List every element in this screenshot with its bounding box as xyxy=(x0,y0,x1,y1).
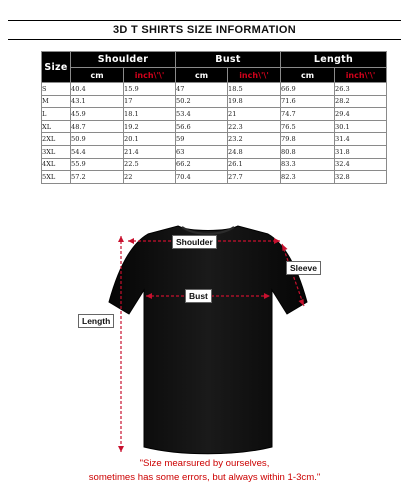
value-cell: 28.2 xyxy=(335,95,387,108)
measurement-note-line-1: "Size mearsured by ourselves, xyxy=(139,458,270,469)
value-cell: 63 xyxy=(176,145,228,158)
value-cell: 17 xyxy=(124,95,176,108)
value-cell: 70.4 xyxy=(176,171,228,184)
value-cell: 82.3 xyxy=(281,171,335,184)
value-cell: 19.8 xyxy=(228,95,281,108)
value-cell: 32.4 xyxy=(335,158,387,171)
tshirt-body xyxy=(109,226,307,454)
measurement-note-line-2: sometimes has some errors, but always within 1-3cm." xyxy=(88,472,321,483)
value-cell: 31.4 xyxy=(335,133,387,146)
value-cell: 66.2 xyxy=(176,158,228,171)
value-cell: 24.8 xyxy=(228,145,281,158)
value-cell: 74.7 xyxy=(281,108,335,121)
value-cell: 79.8 xyxy=(281,133,335,146)
value-cell: 22.5 xyxy=(124,158,176,171)
length-label: Length xyxy=(78,314,114,328)
value-cell: 57.2 xyxy=(71,171,124,184)
value-cell: 48.7 xyxy=(71,120,124,133)
size-cell: S xyxy=(42,83,71,96)
value-cell: 43.1 xyxy=(71,95,124,108)
value-cell: 20.1 xyxy=(124,133,176,146)
size-cell: 5XL xyxy=(42,171,71,184)
value-cell: 66.9 xyxy=(281,83,335,96)
value-cell: 19.2 xyxy=(124,120,176,133)
value-cell: 26.3 xyxy=(335,83,387,96)
value-cell: 76.5 xyxy=(281,120,335,133)
bust-cm-header: cm xyxy=(176,68,228,83)
bust-label: Bust xyxy=(185,289,212,303)
value-cell: 56.6 xyxy=(176,120,228,133)
value-cell: 18.5 xyxy=(228,83,281,96)
value-cell: 40.4 xyxy=(71,83,124,96)
bust-group-header: Bust xyxy=(176,52,281,68)
value-cell: 22.3 xyxy=(228,120,281,133)
value-cell: 50.2 xyxy=(176,95,228,108)
shoulder-inch-header: inch\'\' xyxy=(124,68,176,83)
value-cell: 55.9 xyxy=(71,158,124,171)
value-cell: 80.8 xyxy=(281,145,335,158)
value-cell: 30.1 xyxy=(335,120,387,133)
value-cell: 83.3 xyxy=(281,158,335,171)
value-cell: 32.8 xyxy=(335,171,387,184)
shoulder-cm-header: cm xyxy=(71,68,124,83)
size-cell: 2XL xyxy=(42,133,71,146)
value-cell: 21 xyxy=(228,108,281,121)
value-cell: 45.9 xyxy=(71,108,124,121)
value-cell: 27.7 xyxy=(228,171,281,184)
shoulder-group-header: Shoulder xyxy=(71,52,176,68)
value-cell: 23.2 xyxy=(228,133,281,146)
value-cell: 18.1 xyxy=(124,108,176,121)
length-group-header: Length xyxy=(281,52,387,68)
size-cell: 4XL xyxy=(42,158,71,171)
size-cell: 3XL xyxy=(42,145,71,158)
length-inch-header: inch\'\' xyxy=(335,68,387,83)
sleeve-label: Sleeve xyxy=(286,261,321,275)
value-cell: 15.9 xyxy=(124,83,176,96)
value-cell: 59 xyxy=(176,133,228,146)
size-cell: XL xyxy=(42,120,71,133)
value-cell: 21.4 xyxy=(124,145,176,158)
shoulder-label: Shoulder xyxy=(172,235,217,249)
value-cell: 22 xyxy=(124,171,176,184)
value-cell: 53.4 xyxy=(176,108,228,121)
value-cell: 50.9 xyxy=(71,133,124,146)
value-cell: 47 xyxy=(176,83,228,96)
value-cell: 54.4 xyxy=(71,145,124,158)
value-cell: 71.6 xyxy=(281,95,335,108)
size-cell: M xyxy=(42,95,71,108)
value-cell: 26.1 xyxy=(228,158,281,171)
length-cm-header: cm xyxy=(281,68,335,83)
size-column-header: Size xyxy=(42,52,71,83)
page-title: 3D T SHIRTS SIZE INFORMATION xyxy=(8,20,401,40)
bust-inch-header: inch\'\' xyxy=(228,68,281,83)
value-cell: 29.4 xyxy=(335,108,387,121)
size-cell: L xyxy=(42,108,71,121)
value-cell: 31.8 xyxy=(335,145,387,158)
